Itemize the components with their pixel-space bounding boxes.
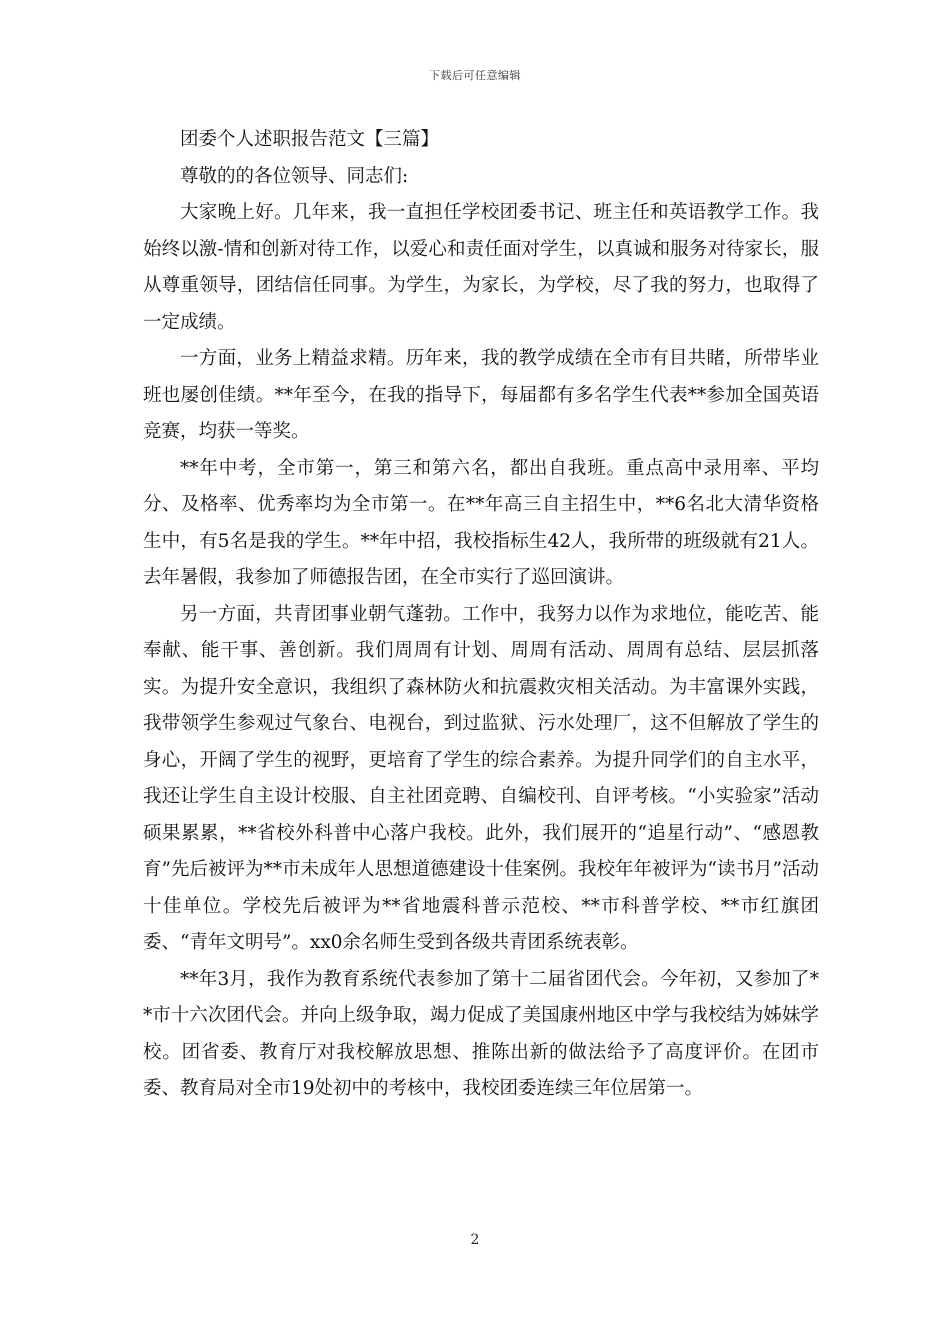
page-number: 2	[470, 1232, 480, 1248]
paragraph: **年3月，我作为教育系统代表参加了第十二届省团代会。今年初，又参加了**市十六次团代会。并向上级争取，竭力促成了美国康州地区中学与我校结为姊妹学校。团省委、教育厅对我校解放思想、推陈出新的做法给予了高度评价。在团市委、教育局对全市19处初中的考核中，我校团委连续三年位居第一。	[143, 968, 819, 1099]
document-body	[143, 122, 819, 1108]
paragraph: **年中考，全市第一，第三和第六名，都出自我班。重点高中录用率、平均分、及格率、优秀率均为全市第一。在**年高三自主招生中，**6名北大清华资格生中，有5名是我的学生。**年中招，我校指标生42人，我所带的班级就有21人。去年暑假，我参加了师德报告团，在全市实行了巡回演讲。	[143, 457, 819, 588]
salutation: 尊敬的的各位领导、同志们:	[180, 165, 409, 187]
header-note: 下载后可任意编辑	[429, 69, 521, 82]
document-title: 团委个人述职报告范文【三篇】	[180, 129, 440, 150]
paragraph: 一方面，业务上精益求精。历年来，我的教学成绩在全市有目共睹，所带毕业班也屡创佳绩。**年至今，在我的指导下，每届都有多名学生代表**参加全国英语竞赛，均获一等奖。	[143, 348, 819, 442]
paragraph: 大家晚上好。几年来，我一直担任学校团委书记、班主任和英语教学工作。我始终以激-情和创新对待工作，以爱心和责任面对学生，以真诚和服务对待家长，服从尊重领导，团结信任同事。为学生，为家长，为学校，尽了我的努力，也取得了一定成绩。	[143, 202, 819, 333]
paragraph: 另一方面，共青团事业朝气蓬勃。工作中，我努力以作为求地位，能吃苦、能奉献、能干事、善创新。我们周周有计划、周周有活动、周周有总结、层层抓落实。为提升安全意识，我组织了森林防火和抗震救灾相关活动。为丰富课外实践，我带领学生参观过气象台、电视台，到过监狱、污水处理厂，这不但解放了学生的身心，开阔了学生的视野，更培育了学生的综合素养。为提升同学们的自主水平，我还让学生自主设计校服、自主社团竞聘、自编校刊、自评考核。“小实验家”活动硕果累累，**省校外科普中心落户我校。此外，我们展开的“追星行动”、“感恩教育”先后被评为**市未成年人思想道德建设十佳案例。我校年年被评为“读书月”活动十佳单位。学校先后被评为**省地震科普示范校、**市科普学校、**市红旗团委、“青年文明号”。xx0余名师生受到各级共青团系统表彰。	[143, 603, 819, 953]
